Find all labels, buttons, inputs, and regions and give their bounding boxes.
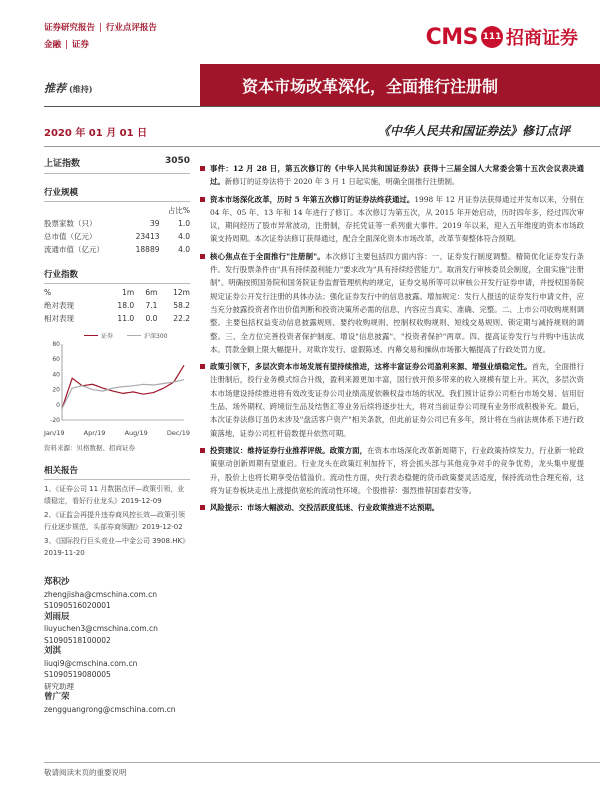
y-tick-label: 20 <box>52 386 60 394</box>
header-separator: | <box>65 40 68 50</box>
legend-swatch <box>84 335 98 336</box>
table-row <box>44 312 190 325</box>
bullet-icon <box>200 197 205 202</box>
table-row <box>44 243 190 256</box>
y-tick-label: 80 <box>52 341 60 348</box>
cell: 7.1 <box>145 301 158 310</box>
performance-heading: 行业指数 <box>44 268 190 284</box>
rating-sub: (维持) <box>69 84 93 94</box>
cell: 11.0 <box>117 314 135 323</box>
x-tick-label: Jan/19 <box>44 429 65 437</box>
paragraph-registration <box>200 250 584 356</box>
y-tick-label: 0 <box>56 401 60 409</box>
paragraph-lead: 政策引领下，多层次资本市场发展有望持续推进，这将丰富证券公司盈利来源、增强业绩稳定性。 <box>210 362 532 372</box>
y-tick-label: -20 <box>50 417 60 424</box>
line-chart <box>44 340 190 426</box>
rating <box>44 80 93 96</box>
col-header: 12m <box>173 288 190 297</box>
cms-logo <box>426 22 578 52</box>
analyst-role: 研究助理 <box>44 681 74 691</box>
paragraph-text: 在资本市场深化改革新周期下，行业政策持续发力，行业新一轮政策驱动创新周期有望重启。行业龙头在政策红利加持下，将会抓头部与其他竞争对手的竞争优势，龙头集中度提升，股价上也将长期享受估值溢价。流动性方面，央行表态稳健的货币政策要灵活适度，保持流动性合理充裕，这将为证券板块走出上涨提供宽松的流动性环境。个股推荐：强烈推荐国泰君安等。 <box>210 445 584 495</box>
chart-source: 资料来源：贝格数据、招商证券 <box>44 444 135 452</box>
report-category: 证券研究报告 <box>44 23 96 33</box>
analyst-list <box>44 577 190 715</box>
legend-label: 沪深300 <box>144 333 168 340</box>
paragraph-reform <box>200 193 584 246</box>
bullet-icon <box>200 254 205 259</box>
row-value: 18889 <box>135 245 160 254</box>
x-tick-label: Aug/19 <box>124 429 148 437</box>
paragraph-lead: 事件：12 月 28 日，第五次修订的《中华人民共和国证券法》获得十三届全国人大常委会第十五次会议表决通过。 <box>210 164 584 187</box>
analyst-email[interactable]: liuqi9@cmschina.com.cn <box>44 658 138 668</box>
cell: 0.0 <box>145 314 158 323</box>
footer-disclaimer: 敬请阅读末页的重要说明 <box>44 762 600 778</box>
report-type-header <box>44 20 157 54</box>
table-header <box>44 286 190 299</box>
row-value: 23413 <box>135 232 160 241</box>
col-header: % <box>44 288 52 297</box>
y-tick-label: 60 <box>52 356 60 364</box>
table-row <box>44 299 190 312</box>
row-pct: 4.0 <box>178 245 190 254</box>
bullet-icon <box>200 166 205 171</box>
pct-header: 占比% <box>167 206 190 215</box>
paragraph-risk <box>200 501 584 514</box>
cell: 18.0 <box>117 301 135 310</box>
sector: 金融 <box>44 40 62 50</box>
performance-chart <box>44 331 190 437</box>
divider <box>44 146 600 147</box>
report-title: 资本市场改革深化，全面推行注册制 <box>200 64 600 106</box>
bullet-icon <box>200 505 205 510</box>
analyst-name: 曾广荣 <box>44 692 70 702</box>
divider <box>44 106 600 107</box>
related-report-link[interactable]: 3、《国际投行巨头竞业—中金公司 3908.HK》2019-11-20 <box>44 537 190 557</box>
related-report-link[interactable]: 2、《证监会再提升违券商风控长效—政策引领行业逐步规范，头部券商领跑》2019-12-02 <box>44 511 185 531</box>
paragraph-lead: 核心焦点在于全面推行"注册制"。 <box>210 251 325 261</box>
col-header: 6m <box>145 288 158 297</box>
table-row <box>44 230 190 243</box>
analyst-cert: S1090518100002 <box>44 635 111 645</box>
paragraph-text: 本次修订主要包括四方面内容：一、证券发行制度调整。精简优化证券发行条件。发行股票条件由"具有持续盈利能力"要求改为"具有持续经营能力"。取消发行审核委员会制度，全面实施"注册制"。明确按照国务院和国务院证券监督管理机构的规定，证券交易所等可以审核公开发行证券申请，并授权国务院规定证券公开发行注册的具体办法；强化证券发行中的信息披露。增加规定：发行人报送的证券发行申请文件，应当充分披露投资者作出价值判断和投资决策所必需的信息，内容应当真实、准确、完整。二、上市公司收购规则调整。主要包括权益变动信息披露规则、要约收购规则、控制权收购规则、短线交易规则、锁定期与减持规则的调整。三、全方位完善投资者保护制度。增设"信息披露"、"投资者保护"两章。四、提高证券发行与并购中违法成本。罚款金额上限大幅提升。对欺诈发行、虚假陈述、内幕交易和操纵市场都大幅提高了行政处罚力度。 <box>210 251 584 354</box>
related-reports <box>44 484 190 559</box>
row-pct: 4.0 <box>178 232 190 241</box>
logo-text-cn: 招商证券 <box>506 28 578 49</box>
paragraph-text: 首先，全面推行注册制后，投行业务模式综合升级，盈利来源更加丰富，国行放开预多带来的收入规模有望上升。其次，多层次资本市场建设持续推进将有效改变证券公司业绩高度依赖权益市场的状况。我们预计证券公司柜台市场交易、信用衍生品、场外期权、跨境衍生品及结售汇等业务后续将逐步壮大，将对当前证券公司现有业务形成积极补充。最后，本次证券法修订虽仍未涉及"盘活客户资产"相关条款，但此前证券公司已有多年，预计将在当前法规体系下进行政策落地，证券公司杠杆倍数提升依然可期。 <box>210 362 584 438</box>
analyst-cert: S1090516020001 <box>44 601 111 610</box>
industry-scale-table <box>44 204 190 256</box>
row-label: 绝对表现 <box>44 301 74 310</box>
index-row <box>44 156 190 174</box>
analyst-name: 刘淇 <box>44 646 62 656</box>
main-body <box>200 162 584 518</box>
analyst-email[interactable]: liuyuchen3@cmschina.com.cn <box>44 624 158 633</box>
y-tick-label: 40 <box>52 371 60 379</box>
performance-table <box>44 286 190 325</box>
row-label: 总市值（亿元） <box>44 232 97 241</box>
row-label: 流通市值（亿元） <box>44 245 104 254</box>
industry-scale-heading: 行业规模 <box>44 186 190 202</box>
paragraph-lead: 风险提示：市场大幅波动、交投活跃度低迷、行业政策推进不达预期。 <box>210 503 440 513</box>
bullet-icon <box>200 364 205 369</box>
paragraph-event <box>200 162 584 189</box>
cell: 58.2 <box>173 301 190 310</box>
subsector: 证券 <box>71 40 89 50</box>
paragraph-lead: 资本市场深化改革，历时 5 年第五次修订的证券法终获通过。 <box>210 194 415 204</box>
row-label: 相对表现 <box>44 314 74 323</box>
paragraph-policy <box>200 360 584 440</box>
related-reports-heading: 相关报告 <box>44 464 190 480</box>
x-tick-label: Apr/19 <box>83 429 106 437</box>
index-label: 上证指数 <box>44 159 81 169</box>
analyst-name: 刘雨辰 <box>44 611 70 622</box>
x-axis-labels <box>44 429 190 437</box>
table-row <box>44 217 190 230</box>
cell: 22.2 <box>173 314 190 323</box>
logo-badge-icon: 111 <box>481 26 503 48</box>
header-separator: | <box>99 23 102 33</box>
analyst-name: 郑积沙 <box>44 577 70 587</box>
legend-swatch <box>127 335 141 336</box>
analyst-email[interactable]: zengguangrong@cmschina.com.cn <box>44 704 176 714</box>
rating-label: 推荐 <box>44 82 66 95</box>
report-subcategory: 行业点评报告 <box>105 23 157 33</box>
chart-legend <box>44 331 190 340</box>
paragraph-text: 新修订的证券法将于 2020 年 3 月 1 日起实施，明确全面推行注册制。 <box>224 177 460 187</box>
x-tick-label: Dec/19 <box>166 429 190 437</box>
analyst-email[interactable]: zhengjisha@cmschina.com.cn <box>44 589 158 599</box>
row-pct: 1.0 <box>178 219 190 228</box>
row-label: 股票家数（只） <box>44 219 97 228</box>
analyst-cert: S1090519080005 <box>44 670 111 679</box>
report-date: 2020 年 01 月 01 日 <box>44 128 148 139</box>
col-header: 1m <box>122 288 135 297</box>
legend-item <box>127 331 167 340</box>
logo-text-en: CMS <box>425 24 478 50</box>
related-report-link[interactable]: 1、《证券公司 11 月数据点评—政策引领，业绩稳定，看好行业龙头》2019-12-09 <box>44 485 185 505</box>
sidebar <box>44 156 190 715</box>
legend-item <box>84 331 113 340</box>
legend-label: 证券 <box>101 333 114 340</box>
paragraph-lead: 投资建议：维持证券行业推荐评级。政策方面， <box>210 445 368 455</box>
report-subtitle: 《中华人民共和国证券法》修订点评 <box>377 124 570 138</box>
row-value: 39 <box>149 219 160 228</box>
paragraph-text: 1998 年 12 月证券法获得通过并发布以来，分别在 04 年、05 年、13 年和 14 年进行了修订。本次修订为第五次，从 2015 年开始启动，历时四年多，经过四次审议，期间经历了股市异常波动，注册制，存托凭证等一系列重大事件。2019 年以来，迎入五年维度的资本市场政策支持周期。本次证券法修订获得通过，配合全面深化资本市场改革，改革节奏整体符合预期。 <box>210 194 584 244</box>
index-value: 3050 <box>164 156 190 166</box>
bullet-icon <box>200 448 205 453</box>
paragraph-investment <box>200 444 584 497</box>
